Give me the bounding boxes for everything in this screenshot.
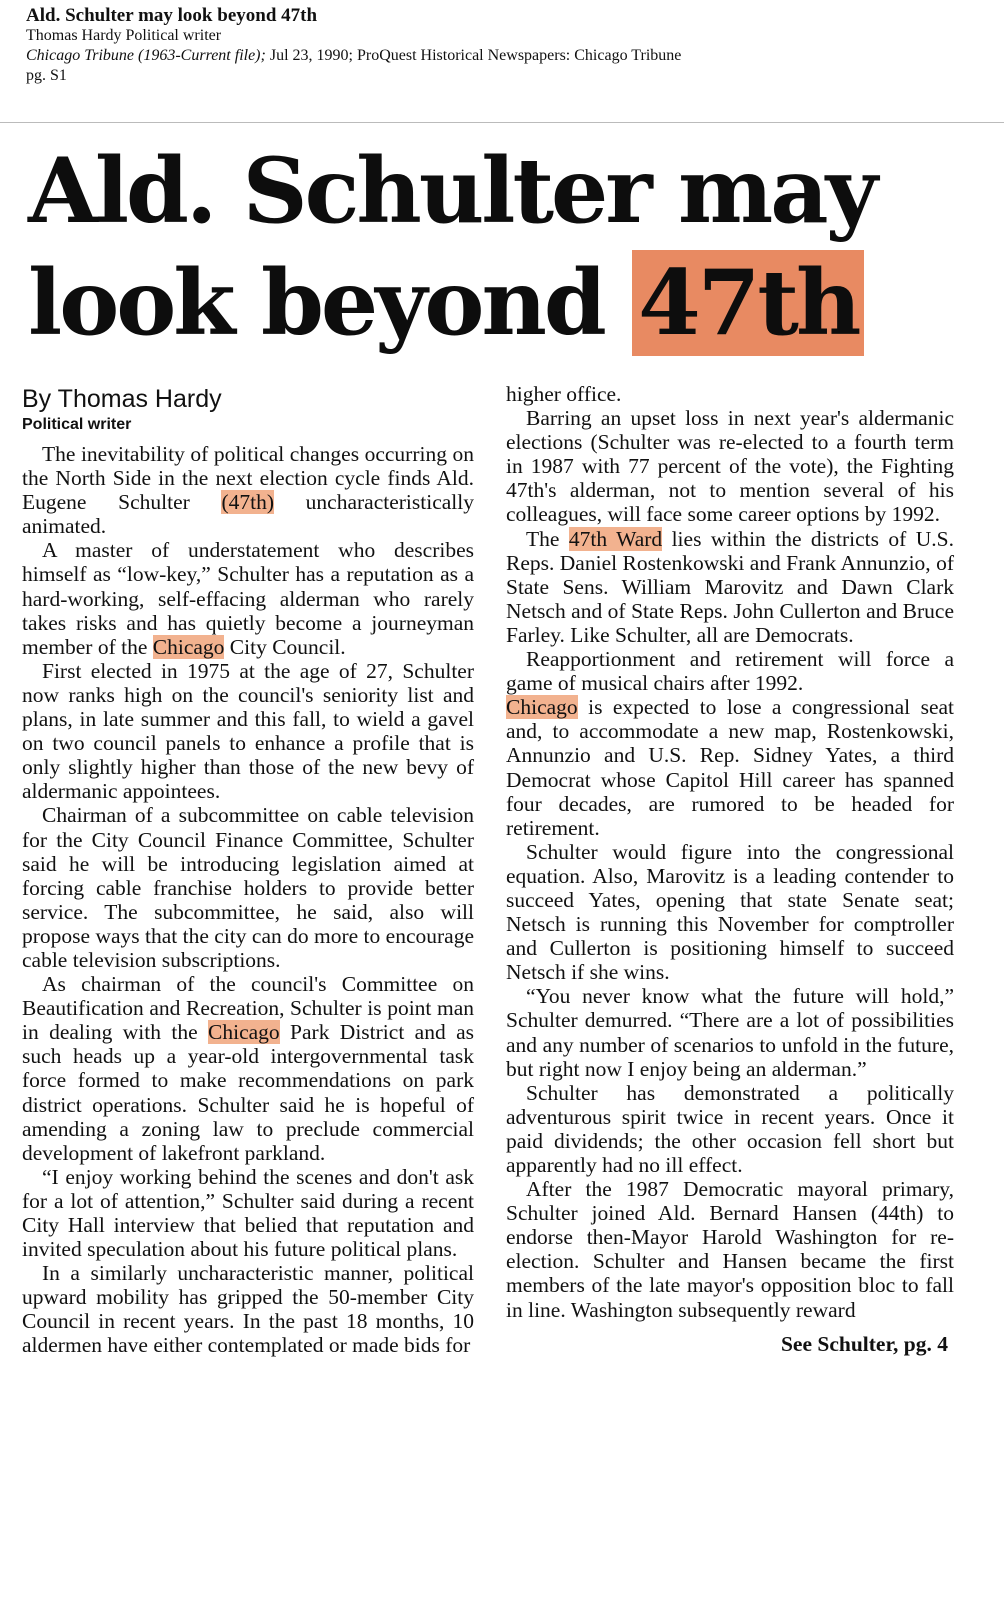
paragraph: Barring an upset loss in next year's aldermanic elections (Schulter was re-elected to a fourth term in 1987 with 77 percent of the vote), the Fighting 47th's alderman, not to mention several of his colleagues, will face some career options by 1992. xyxy=(506,406,954,527)
article-headline xyxy=(28,135,978,359)
paragraph: As chairman of the council's Committee on Beautification and Recreation, Schulter is point man in dealing with the Chicago Park District and as such heads up a year-old intergovernmental task force formed to make recommendations on park district operations. Schulter said he is hopeful of amending a zoning law to preclude commercial development of lakefront parkland. xyxy=(22,972,474,1165)
paragraph: The inevitability of political changes occurring on the North Side in the next election cycle finds Ald. Eugene Schulter (47th) uncharacteristically animated. xyxy=(22,442,474,539)
search-term-highlight: 47th Ward xyxy=(568,526,663,551)
citation-title: Ald. Schulter may look beyond 47th xyxy=(26,5,318,26)
paragraph: Chicago is expected to lose a congressional seat and, to accommodate a new map, Rostenkowski, Annunzio and U.S. Rep. Sidney Yates, a third Democrat whose Capitol Hill career has spanned four decades, are rumored to be headed for retirement. xyxy=(506,695,954,840)
paragraph: After the 1987 Democratic mayoral primary, Schulter joined Ald. Bernard Hansen (44th) to endorse then-Mayor Harold Washington for re-election. Schulter and Hansen became the first members of the late mayor's opposition bloc to fall in line. Washington subsequently reward xyxy=(506,1177,954,1322)
paragraph: First elected in 1975 at the age of 27, Schulter now ranks high on the council's seniority list and plans, in late summer and this fall, to wield a gavel on two council panels to enhance a profile that is only slightly higher than those of the new bevy of aldermanic appointees. xyxy=(22,658,474,804)
citation-date-database: Jul 23, 1990; ProQuest Historical Newspapers: Chicago Tribune xyxy=(265,47,682,64)
article-column-right xyxy=(506,382,954,1356)
byline-title: Political writer xyxy=(22,416,132,433)
paragraph: “You never know what the future will hold,” Schulter demurred. “There are a lot of possibilities and any number of scenarios to unfold in the future, but right now I enjoy being an alderman.” xyxy=(506,984,954,1081)
paragraph-continuation: higher office. xyxy=(506,382,622,406)
citation-page: pg. S1 xyxy=(26,67,67,84)
search-term-highlight: Chicago xyxy=(208,1020,280,1045)
byline-name: By Thomas Hardy xyxy=(22,385,222,413)
paragraph: Reapportionment and retirement will force a game of musical chairs after 1992. xyxy=(506,647,954,696)
paragraph: Schulter would figure into the congressional equation. Also, Marovitz is a leading contender to succeed Yates, opening that state Senate seat; Netsch is running this November for comptroller and Cullerton is positioning himself to succeed Netsch if she wins. xyxy=(506,839,954,985)
search-term-highlight: Chicago xyxy=(506,695,578,720)
paragraph: In a similarly uncharacteristic manner, political upward mobility has gripped the 50-member City Council in recent years. In the past 18 months, 10 aldermen have either contemplated or made bids for xyxy=(22,1261,474,1358)
headline-line-1: Ald. Schulter may xyxy=(28,138,875,244)
citation-source xyxy=(26,46,986,66)
headline-line-2: look beyond xyxy=(28,250,633,356)
continuation-jump-line: See Schulter, pg. 4 xyxy=(780,1331,948,1356)
citation-publication: Chicago Tribune (1963-Current file); xyxy=(26,47,266,64)
article-column-left xyxy=(22,384,474,1358)
citation-header xyxy=(26,6,986,86)
paragraph: The 47th Ward lies within the districts of U.S. Reps. Daniel Rostenkowski and Frank Annunzio, of State Sens. William Marovitz and Dawn Clark Netsch and of State Reps. John Cullerton and Bruce Farley. Like Schulter, all are Democrats. xyxy=(506,526,955,647)
paragraph: Chairman of a subcommittee on cable television for the City Council Finance Committee, Schulter said he will be introducing legislation aimed at forcing cable franchise holders to provide better service. The subcommittee, he said, also will propose ways that the city can do more to encourage cable television subscriptions. xyxy=(22,803,474,972)
paragraph: “I enjoy working behind the scenes and don't ask for a lot of attention,” Schulter said during a recent City Hall interview that belied that reputation and invited speculation about his future political plans. xyxy=(22,1164,474,1262)
paragraph: A master of understatement who describes himself as “low-key,” Schulter has a reputation as a hard-working, self-effacing alderman who rarely takes risks and has quietly become a journeyman member of the Chicago City Council. xyxy=(22,538,474,659)
headline-highlight: 47th xyxy=(632,250,864,356)
search-term-highlight: (47th) xyxy=(221,490,274,515)
paragraph: Schulter has demonstrated a politically adventurous spirit twice in recent years. Once it paid dividends; the other occasion fell short but apparently had no ill effect. xyxy=(506,1080,954,1177)
header-divider xyxy=(0,122,1004,123)
citation-author: Thomas Hardy Political writer xyxy=(26,27,222,44)
search-term-highlight: Chicago xyxy=(152,634,225,659)
